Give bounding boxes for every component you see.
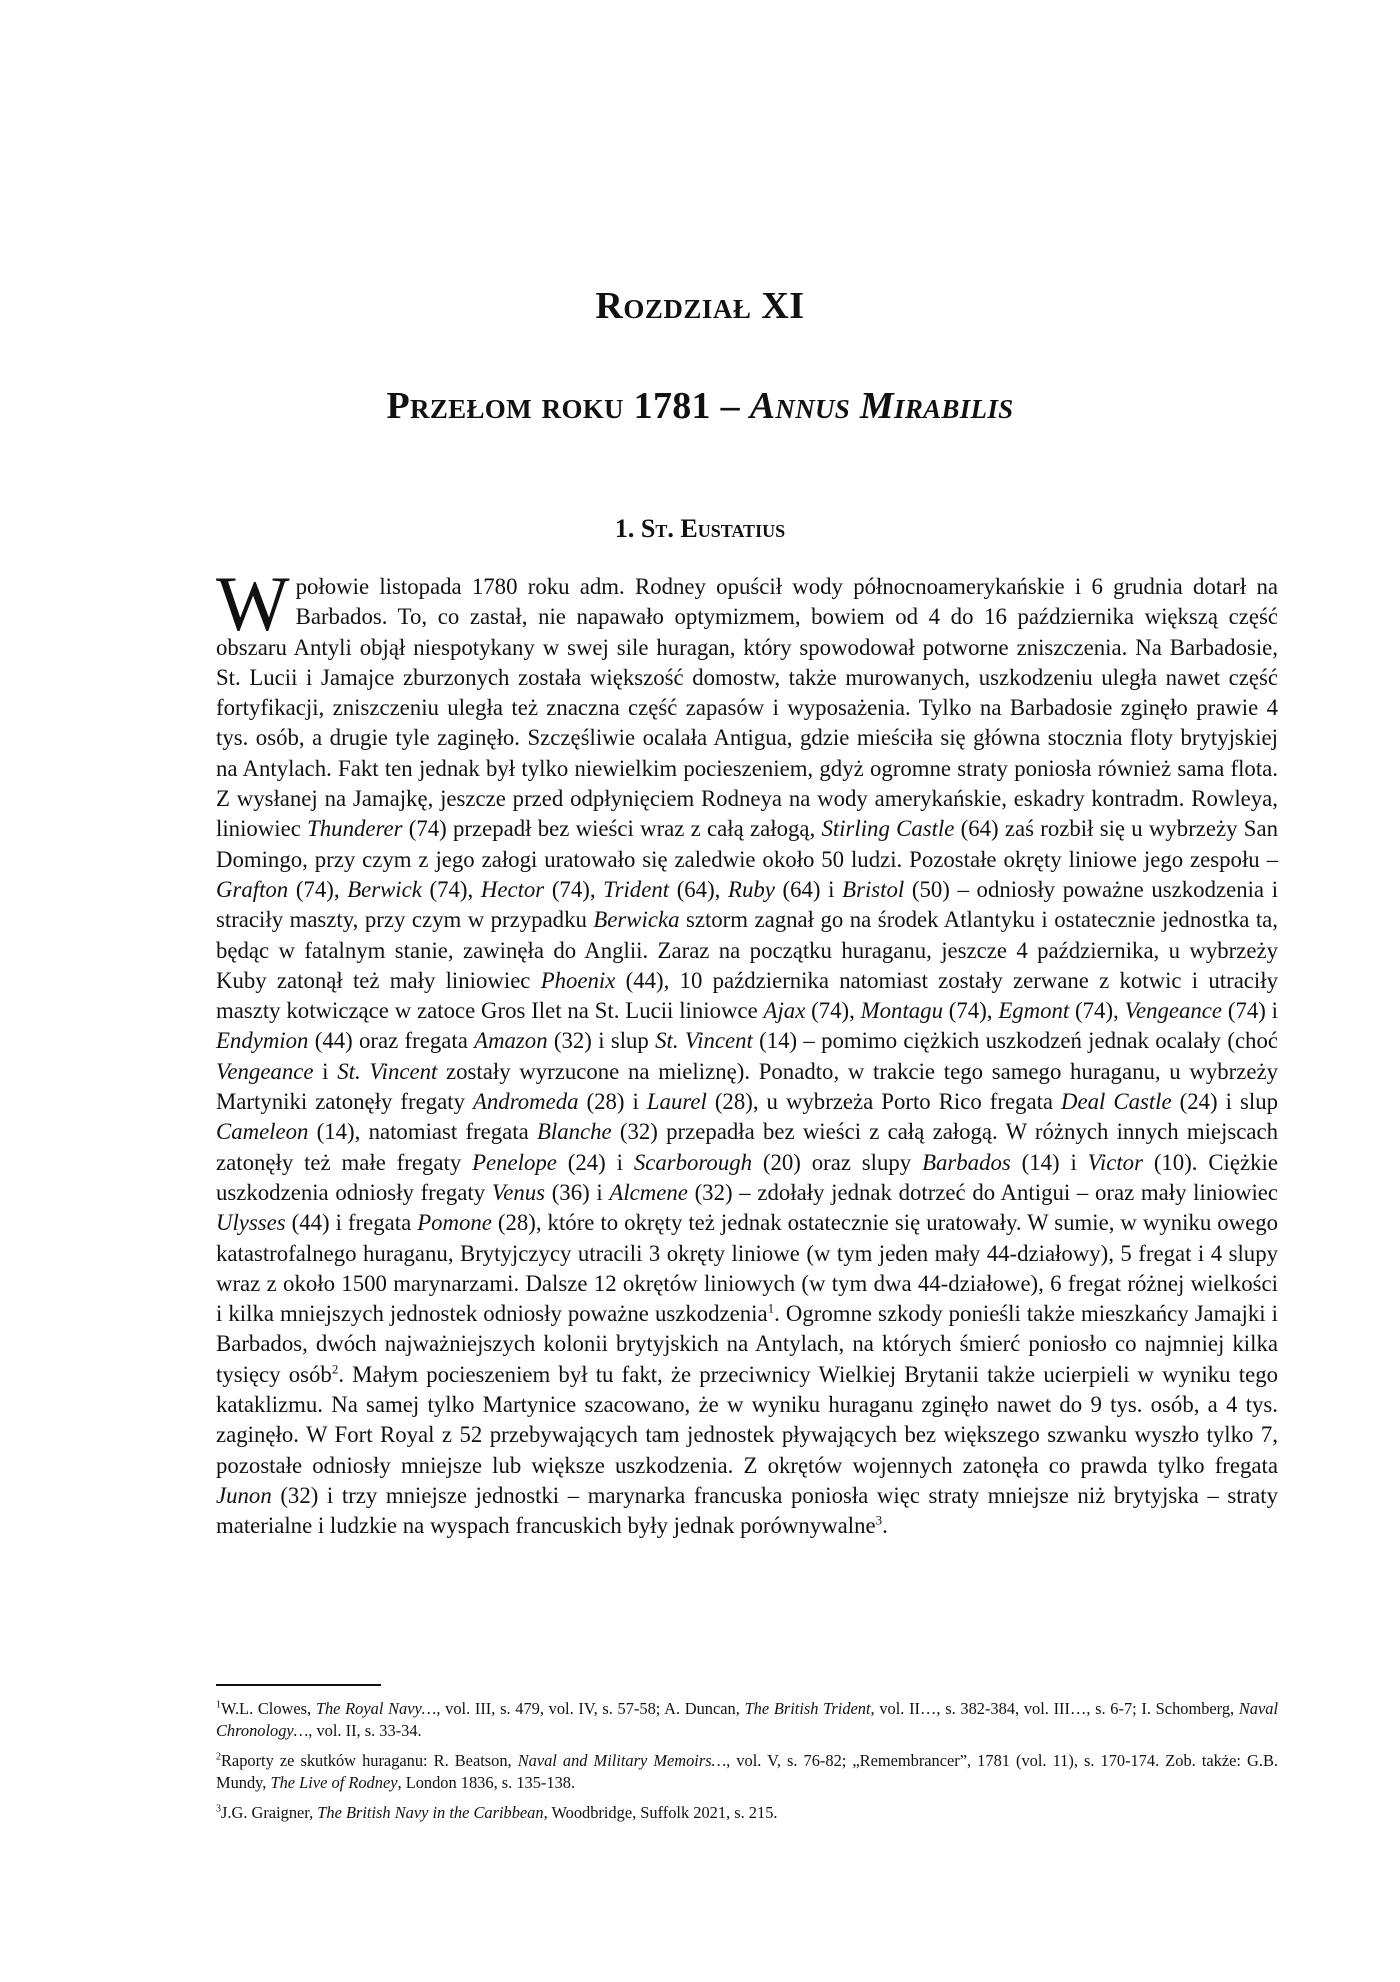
italic-text: Stirling Castle: [821, 816, 955, 842]
footnote-ref: 1: [767, 1300, 775, 1316]
footnote-number: 2: [216, 1751, 221, 1763]
text-run: (32) i trzy mniejsze jednostki – marynarka francuska poniosła więc straty mniejsze niż brytyjska – straty materialne i ludzkie na wyspach francuskich były jednak porównywalne: [216, 1482, 1278, 1539]
italic-text: Naval and Military Memoirs…: [517, 1751, 727, 1770]
text-run: (28), u wybrzeża Porto Rico fregata: [706, 1089, 1062, 1115]
footnotes: [216, 1698, 1278, 1832]
text-run: , Woodbridge, Suffolk 2021, s. 215.: [543, 1803, 778, 1822]
italic-text: Berwicka: [593, 907, 680, 933]
text-run: (74),: [942, 998, 999, 1024]
text-run: (64) i: [774, 876, 843, 902]
text-run: (14), natomiast fregata: [308, 1119, 537, 1145]
italic-text: Grafton: [216, 876, 289, 902]
text-run: (64) zaś rozbił się u wybrzeży San Domingo, przy czym z jego załogi uratowało się zaledwie około 50 ludzi. Pozostałe okręty liniowe jego zespołu –: [216, 816, 1278, 872]
text-run: (74),: [421, 876, 481, 902]
text-run: (20) oraz slupy: [752, 1149, 923, 1175]
italic-text: Thunderer: [307, 816, 403, 842]
footnote-ref: 2: [331, 1361, 339, 1377]
text-run: (24) i: [556, 1149, 634, 1175]
text-run: (36) i: [545, 1179, 610, 1205]
italic-text: Blanche: [536, 1119, 612, 1145]
italic-text: Naval Chronology…: [216, 1699, 1278, 1740]
text-run: (24) i slup: [1171, 1089, 1278, 1115]
text-run: (28), które to okręty też jednak ostatecznie się uratowały. W sumie, w wyniku owego katastrofalnego huraganu, Brytyjczycy utracili 3 okręty liniowe (w tym jeden mały 44-działowy), 5 fregat i 4 slupy wraz z około 1500 marynarzami. Dalsze 12 okrętów liniowych (w tym dwa 44-działowe), 6 fregat różnej wielkości i kilka mniejszych jednostek odniosły poważne uszkodzenia: [216, 1210, 1278, 1327]
text-run: (32) i slup: [547, 1028, 656, 1054]
footnote: [216, 1802, 1278, 1824]
italic-text: Berwick: [347, 876, 422, 902]
body-content: [216, 560, 1279, 1539]
italic-text: Phoenix: [540, 967, 616, 993]
chapter-subtitle-italic: Annus Mirabilis: [749, 385, 1014, 427]
chapter-subtitle-main: Przełom roku 1781 –: [386, 385, 750, 427]
body-paragraph: [216, 560, 1279, 1542]
italic-text: Pomone: [417, 1210, 492, 1236]
italic-text: Montagu: [860, 998, 943, 1024]
footnote-separator: [216, 1684, 381, 1686]
text-run: i: [313, 1058, 338, 1084]
italic-text: Barbados: [922, 1149, 1011, 1175]
text-run: (44) oraz fregata: [308, 1028, 475, 1054]
italic-text: The Royal Navy…: [315, 1699, 437, 1718]
italic-text: Deal Castle: [1061, 1089, 1172, 1115]
chapter-subtitle: [0, 384, 1400, 428]
italic-text: Cameleon: [216, 1119, 309, 1145]
italic-text: The British Navy in the Caribbean: [317, 1803, 544, 1822]
italic-text: Laurel: [646, 1089, 707, 1115]
italic-text: Trident: [603, 876, 670, 902]
text-run: (74),: [805, 998, 861, 1024]
text-run: (28) i: [578, 1089, 647, 1115]
text-run: (74) przepadł bez wieści wraz z całą załogą,: [402, 816, 822, 842]
text-run: połowie listopada 1780 roku adm. Rodney opuścił wody północnoamerykańskie i 6 grudnia dotarł na Barbados. To, co zastał, nie napawało optymizmem, bowiem od 4 do 16 października większą część obszaru Antyli objął niespotykany w swej sile huragan, który spowodował potworne zniszczenia. Na Barbadosie, St. Lucii i Jamajce zburzonych została większość domostw, także murowanych, uszkodzeniu uległa nawet część fortyfikacji, zniszczeniu uległa też znaczna część zapasów i wyposażenia. Tylko na Barbadosie zginęło prawie 4 tys. osób, a drugie tyle zaginęło. Szczęśliwie ocalała Antigua, gdzie mieściła się główna stocznia floty brytyjskiej na Antylach. Fakt ten jednak był tylko niewielkim pocieszeniem, gdyż ogromne straty poniosła również sama flota. Z wysłanej na Jamajkę, jeszcze przed odpłynięciem Rodneya na wody amerykańskie, eskadry kontradm. Rowleya, liniowiec: [216, 574, 1278, 842]
italic-text: Egmont: [998, 998, 1070, 1024]
text-run: (64),: [669, 876, 729, 902]
italic-text: Victor: [1087, 1149, 1143, 1175]
text-run: W.L. Clowes,: [221, 1699, 316, 1718]
italic-text: Ruby: [728, 876, 775, 902]
italic-text: Junon: [216, 1482, 272, 1508]
italic-text: The Live of Rodney: [270, 1773, 398, 1792]
footnote-number: 1: [216, 1699, 221, 1711]
drop-cap: W: [216, 560, 290, 647]
text-run: zostały wyrzucone na mieliznę). Ponadto, w trakcie tego samego huraganu, u wybrzeży Martyniki zatonęły fregaty: [216, 1058, 1278, 1115]
italic-text: Andromeda: [472, 1089, 579, 1115]
text-run: sztorm zagnał go na środek Atlantyku i ostatecznie jednostka ta, będąc w fatalnym stanie, zawinęła do Anglii. Zaraz na początku huraganu, jeszcze 4 października, u wybrzeży Kuby zatonął też mały liniowiec: [216, 907, 1278, 993]
text-run: (14) – pomimo ciężkich uszkodzeń jednak ocalały (choć: [752, 1028, 1278, 1054]
text-run: (74),: [544, 876, 604, 902]
text-run: (32) – zdołały jednak dotrzeć do Antigui – oraz mały liniowiec: [687, 1179, 1279, 1205]
footnote-number: 3: [216, 1803, 221, 1815]
section-title: 1. St. Eustatius: [614, 514, 786, 543]
text-run: J.G. Graigner,: [221, 1803, 318, 1822]
text-run: , vol. V, s. 76-82; „Remembrancer”, 1781 (vol. 11), s. 170-174. Zob. także: G.B. Mundy,: [216, 1751, 1278, 1792]
footnote-ref: 3: [875, 1512, 883, 1528]
text-run: (74),: [1069, 998, 1125, 1024]
italic-text: St. Vincent: [655, 1028, 753, 1054]
italic-text: Ajax: [763, 998, 806, 1024]
italic-text: Vengeance: [216, 1058, 314, 1084]
text-run: (32) przepadła bez wieści z całą załogą. W różnych innych miejscach zatonęły też małe fregaty: [216, 1119, 1278, 1175]
chapter-title: Rozdział XI: [595, 285, 805, 327]
italic-text: Penelope: [472, 1149, 557, 1175]
italic-text: Scarborough: [633, 1149, 753, 1175]
text-run: (10). Ciężkie uszkodzenia odniosły fregaty: [216, 1149, 1278, 1205]
italic-text: Vengeance: [1124, 998, 1223, 1024]
text-run: .: [882, 1513, 888, 1539]
text-run: (74) i: [1222, 998, 1278, 1024]
italic-text: St. Vincent: [337, 1058, 438, 1084]
footnote: [216, 1750, 1278, 1794]
italic-text: Hector: [480, 876, 545, 902]
italic-text: Venus: [491, 1179, 546, 1205]
italic-text: Bristol: [842, 876, 905, 902]
italic-text: The British Trident: [744, 1699, 871, 1718]
text-run: (44) i fregata: [285, 1210, 418, 1236]
text-run: . Ogromne szkody ponieśli także mieszkańcy Jamajki i Barbados, dwóch najważniejszych kolonii brytyjskich na Antylach, na których śmierć poniosło co najmniej kilka tysięcy osób: [216, 1301, 1278, 1387]
text-run: , vol. II…, s. 382-384, vol. III…, s. 6-7; I. Schomberg,: [870, 1699, 1239, 1718]
text-run: (50) – odniosły poważne uszkodzenia i straciły maszty, przy czym w przypadku: [216, 876, 1279, 933]
italic-text: Alcmene: [609, 1179, 688, 1205]
text-run: , London 1836, s. 135-138.: [397, 1773, 576, 1792]
text-run: , vol. II, s. 33-34.: [308, 1721, 422, 1740]
text-run: Raporty ze skutków huraganu: R. Beatson,: [221, 1751, 518, 1770]
text-run: . Małym pocieszeniem był tu fakt, że przeciwnicy Wielkiej Brytanii także ucierpieli w wyniku tego kataklizmu. Na samej tylko Martynice szacowano, że w wyniku huraganu zginęło nawet do 9 tys. osób, a 4 tys. zaginęło. W Fort Royal z 52 przebywających tam jednostek pływających bez większego szwanku wyszło tylko 7, pozostałe odniosły mniejsze lub większe uszkodzenia. Z okrętów wojennych zatonęła co prawda tylko fregata: [216, 1361, 1278, 1478]
text-run: (74),: [288, 876, 348, 902]
text-run: , vol. III, s. 479, vol. IV, s. 57-58; A. Duncan,: [436, 1699, 745, 1718]
text-run: (44), 10 października natomiast zostały zerwane z kotwic i utraciły maszty kotwiczące w zatoce Gros Ilet na St. Lucii liniowce: [216, 967, 1278, 1024]
italic-text: Amazon: [474, 1028, 548, 1054]
footnote: [216, 1698, 1278, 1742]
italic-text: Ulysses: [216, 1210, 286, 1236]
italic-text: Endymion: [216, 1028, 309, 1054]
text-run: (14) i: [1010, 1149, 1088, 1175]
